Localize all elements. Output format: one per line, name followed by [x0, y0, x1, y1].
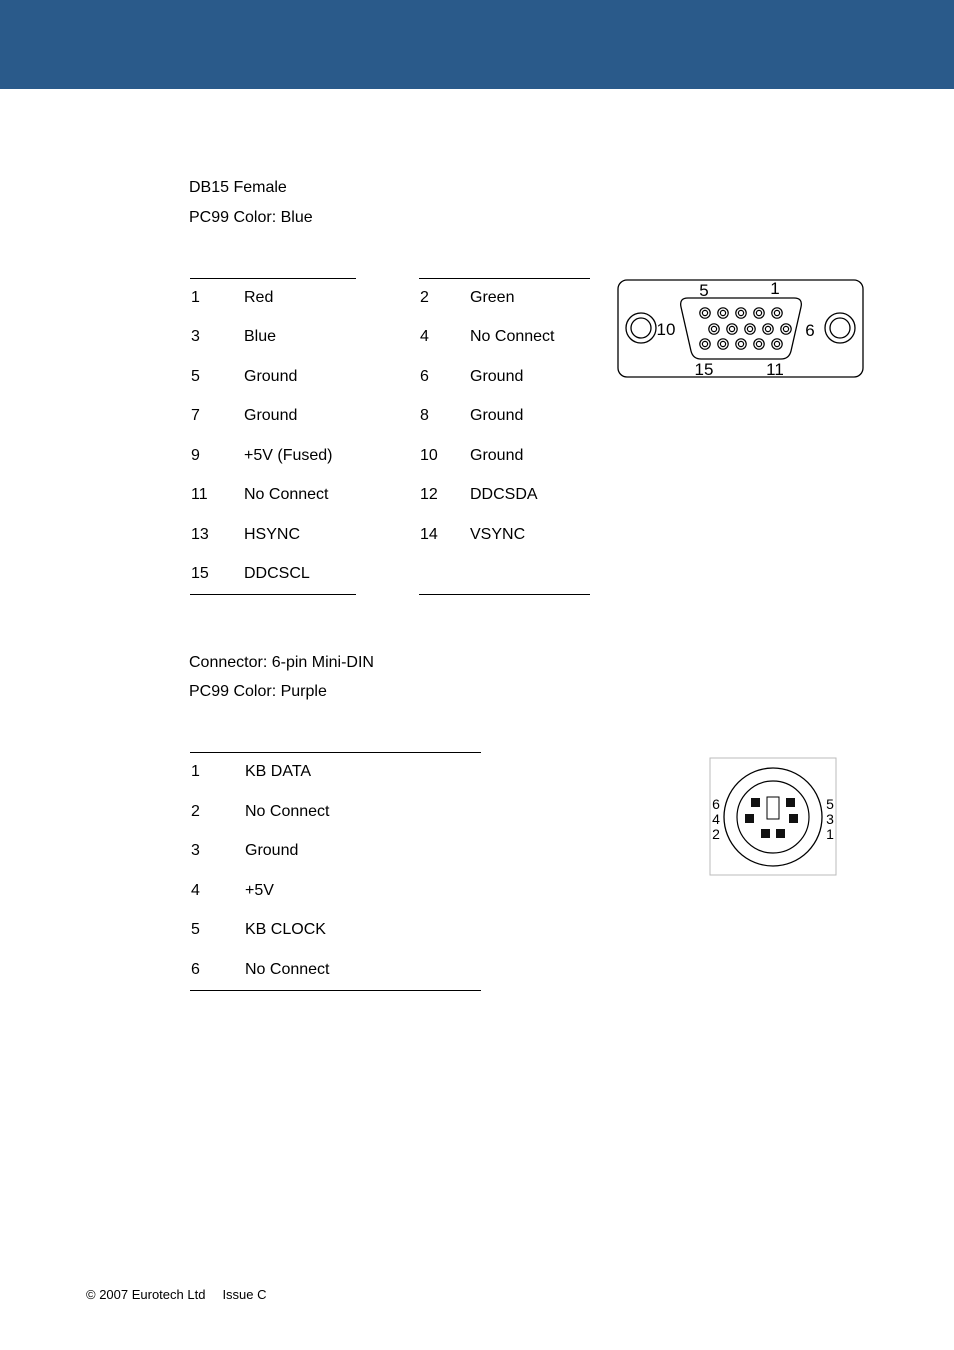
db15-connector-diagram: [616, 278, 866, 380]
footer: [86, 1286, 267, 1304]
din-label-left-top: 6: [712, 796, 720, 812]
kb-pin-table: 1 KB DATA 2 No Connect 3 Ground 4 +5V 5 KB CLOCK 6 No Connect: [190, 752, 481, 991]
din-label-right-middle: 3: [826, 811, 834, 827]
kb-color: PC99 Color: Purple: [189, 683, 327, 700]
diagram-label-bottom-right: 11: [766, 360, 784, 379]
diagram-label-mid-right: 6: [805, 321, 815, 340]
footer-copyright: © 2007 Eurotech Ltd: [86, 1287, 206, 1302]
connector-shell: [618, 280, 863, 377]
vga-pin-table-right: 2 Green 4 No Connect 6 Ground 8 Ground 10 Ground 12 DDCSDA 14 VSYNC: [419, 278, 590, 595]
din-label-right-bottom: 1: [826, 826, 834, 842]
vga-connector-type: DB15 Female: [189, 179, 287, 196]
din-label-right-top: 5: [826, 796, 834, 812]
vga-pin-table-left: 1 Red 3 Blue 5 Ground 7 Ground 9 +5V (Fused) 11 No Connect 13 HSYNC 15 DDCSCL: [190, 278, 356, 595]
diagram-label-bottom-left: 15: [694, 360, 714, 379]
footer-issue: Issue C: [222, 1287, 267, 1302]
diagram-label-mid-left: 10: [656, 320, 676, 339]
mini-din-connector-diagram: [709, 757, 838, 877]
diagram-label-top-left: 5: [699, 281, 709, 300]
diagram-label-top-right: 1: [770, 279, 780, 298]
kb-connector-type: Connector: 6-pin Mini-DIN: [189, 654, 374, 671]
header-band: [0, 0, 954, 89]
din-label-left-middle: 4: [712, 811, 720, 827]
vga-color: PC99 Color: Blue: [189, 209, 313, 226]
diagram-frame: [710, 758, 836, 875]
din-label-left-bottom: 2: [712, 826, 720, 842]
